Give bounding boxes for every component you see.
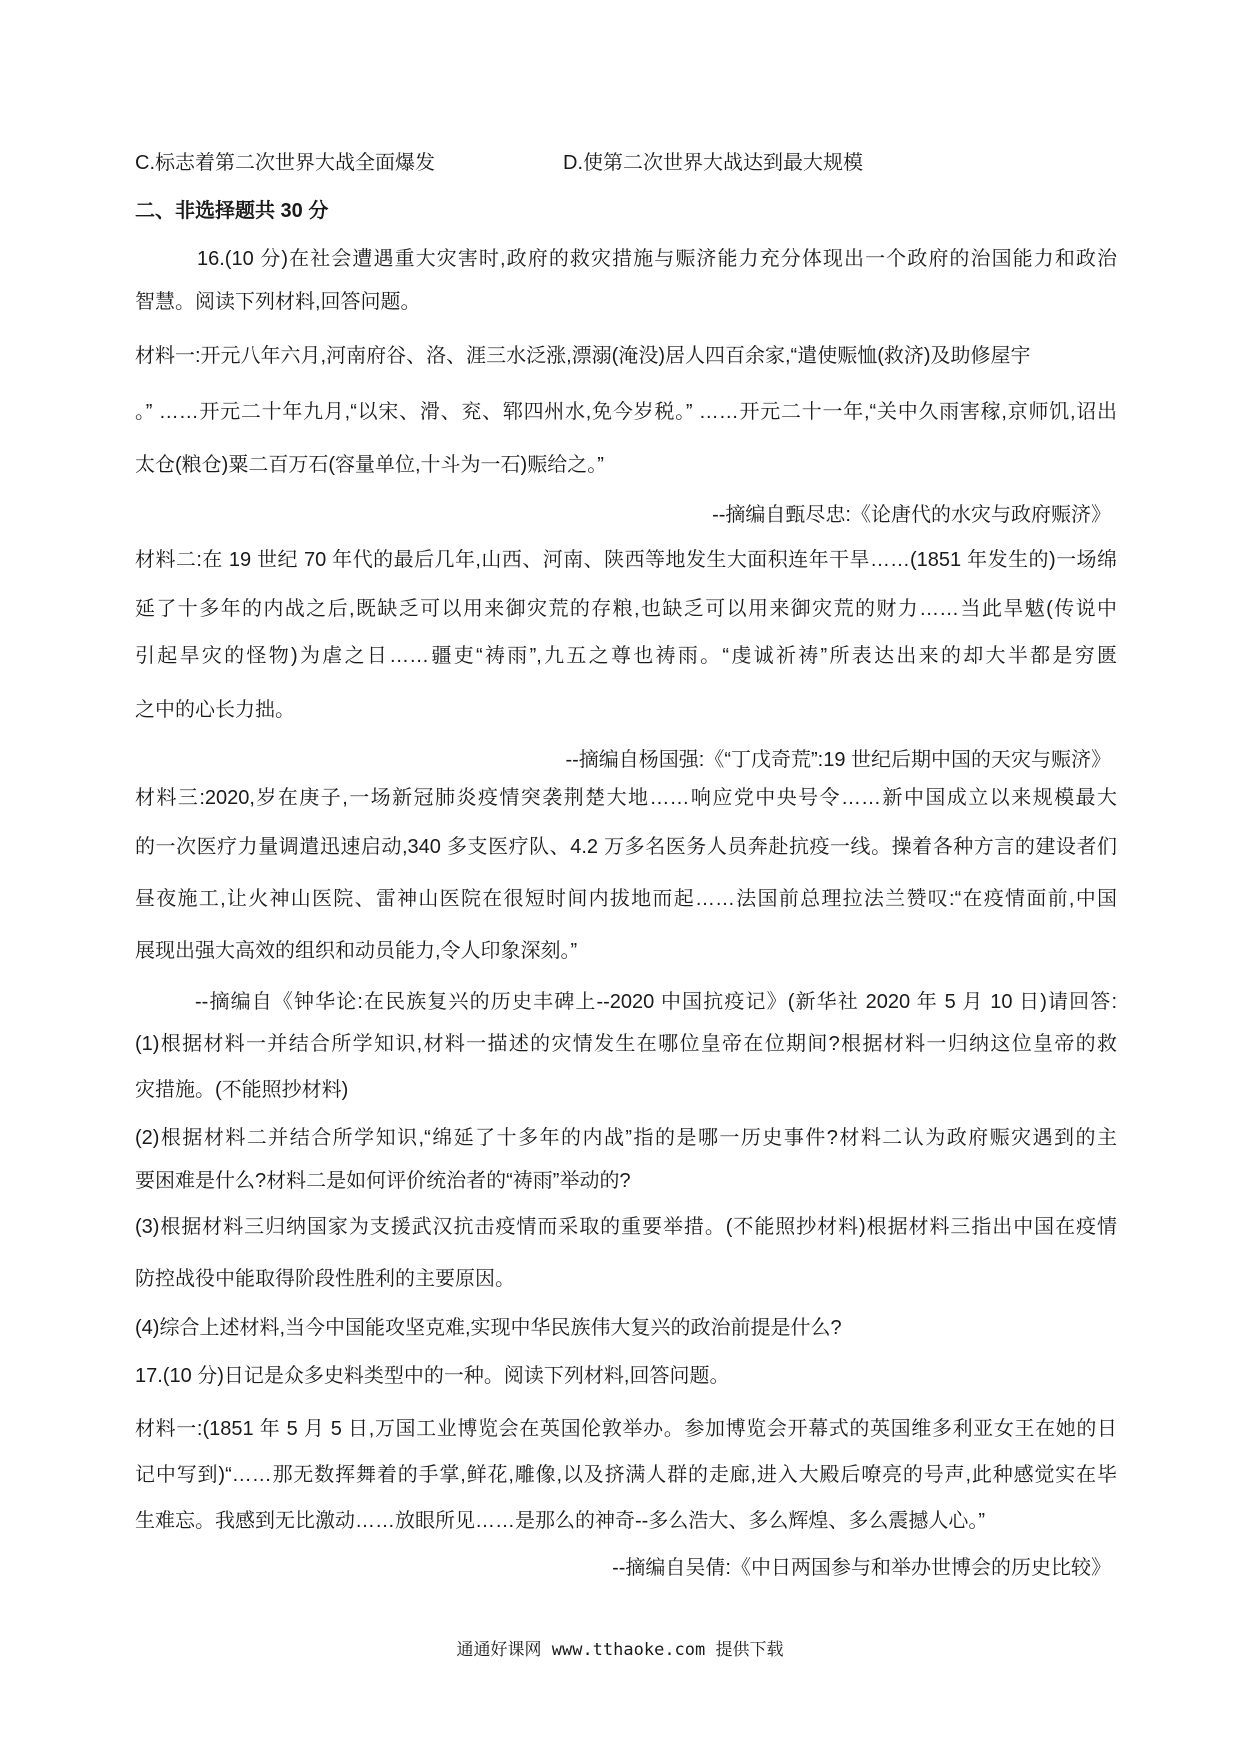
q16-sub-question-3: (3)根据材料三归纳国家为支援武汉抗击疫情而采取的重要举措。(不能照抄材料)根据材料三指出中国在疫情 (135, 1216, 1117, 1238)
q17-stem-line: 17.(10 分)日记是众多史料类型中的一种。阅读下列材料,回答问题。 (135, 1365, 730, 1387)
q16-material-1-source: --摘编自甄尽忠:《论唐代的水灾与政府赈济》 (712, 504, 1111, 526)
q16-sub-question-2: (2)根据材料二并结合所学知识,“绵延了十多年的内战”指的是哪一历史事件?材料二认为政府赈灾遇到的主 (135, 1127, 1117, 1149)
q16-sub-question-2: 要困难是什么?材料二是如何评价统治者的“祷雨”举动的? (135, 1170, 631, 1192)
q17-material-1-line: 生难忘。我感到无比激动……放眼所见……是那么的神奇--多么浩大、多么辉煌、多么震撼人心。” (135, 1510, 985, 1532)
q16-material-3-line: 昼夜施工,让火神山医院、雷神山医院在很短时间内拔地而起……法国前总理拉法兰赞叹:“在疫情面前,中国 (135, 888, 1117, 910)
q16-material-2-line: 引起旱灾的怪物)为虐之日……疆吏“祷雨”,九五之尊也祷雨。“虔诚祈祷”所表达出来的却大半都是穷匮 (135, 645, 1117, 667)
q16-sub-question-1: (1)根据材料一并结合所学知识,材料一描述的灾情发生在哪位皇帝在位期间?根据材料一归纳这位皇帝的救 (135, 1033, 1117, 1055)
q16-stem-line: 智慧。阅读下列材料,回答问题。 (135, 291, 421, 313)
q16-material-2-source: --摘编自杨国强:《“丁戊奇荒”:19 世纪后期中国的天灾与赈济》 (565, 749, 1111, 771)
q15-option-d: D.使第二次世界大战达到最大规模 (563, 152, 863, 174)
page-footer: 通通好课网 www.tthaoke.com 提供下载 (456, 1640, 784, 1660)
q16-material-1-line: 。” ……开元二十年九月,“以宋、滑、兖、郓四州水,免今岁税。” ……开元二十一年,“关中久雨害稼,京师饥,诏出 (135, 401, 1117, 423)
q16-material-1-line: 材料一:开元八年六月,河南府谷、洛、涯三水泛涨,漂溺(淹没)居人四百余家,“遣使赈恤(救济)及助修屋宇 (135, 345, 1031, 367)
q16-material-3-line: 材料三:2020,岁在庚子,一场新冠肺炎疫情突袭荆楚大地……响应党中央号令……新中国成立以来规模最大 (135, 787, 1117, 809)
q16-material-2-line: 之中的心长力拙。 (135, 699, 295, 721)
q16-material-3-source: --摘编自《钟华论:在民族复兴的历史丰碑上--2020 中国抗疫记》(新华社 2020 年 5 月 10 日)请回答: (195, 991, 1117, 1013)
section-heading: 二、非选择题共 30 分 (135, 200, 329, 222)
q16-material-2-line: 材料二:在 19 世纪 70 年代的最后几年,山西、河南、陕西等地发生大面积连年干旱……(1851 年发生的)一场绵 (135, 549, 1117, 571)
q17-material-1-line: 记中写到)“……那无数挥舞着的手掌,鲜花,雕像,以及挤满人群的走廊,进入大殿后嘹亮的号声,此种感觉实在毕 (135, 1464, 1117, 1486)
q16-material-1-line: 太仓(粮仓)粟二百万石(容量单位,十斗为一石)赈给之。” (135, 454, 604, 476)
q17-material-1-source: --摘编自吴倩:《中日两国参与和举办世博会的历史比较》 (612, 1557, 1111, 1579)
q17-material-1-line: 材料一:(1851 年 5 月 5 日,万国工业博览会在英国伦敦举办。参加博览会开幕式的英国维多利亚女王在她的日 (135, 1418, 1117, 1440)
q16-material-2-line: 延了十多年的内战之后,既缺乏可以用来御灾荒的存粮,也缺乏可以用来御灾荒的财力……当此旱魃(传说中 (135, 598, 1117, 620)
q16-sub-question-4: (4)综合上述材料,当今中国能攻坚克难,实现中华民族伟大复兴的政治前提是什么? (135, 1317, 842, 1339)
q16-material-3-line: 的一次医疗力量调遣迅速启动,340 多支医疗队、4.2 万多名医务人员奔赴抗疫一线。操着各种方言的建设者们 (135, 836, 1117, 858)
q16-material-3-line: 展现出强大高效的组织和动员能力,令人印象深刻。” (135, 940, 578, 962)
q16-stem-line: 16.(10 分)在社会遭遇重大灾害时,政府的救灾措施与赈济能力充分体现出一个政府的治国能力和政治 (197, 248, 1117, 270)
q15-option-c: C.标志着第二次世界大战全面爆发 (135, 152, 435, 174)
q16-sub-question-1: 灾措施。(不能照抄材料) (135, 1079, 349, 1101)
q16-sub-question-3: 防控战役中能取得阶段性胜利的主要原因。 (135, 1268, 515, 1290)
